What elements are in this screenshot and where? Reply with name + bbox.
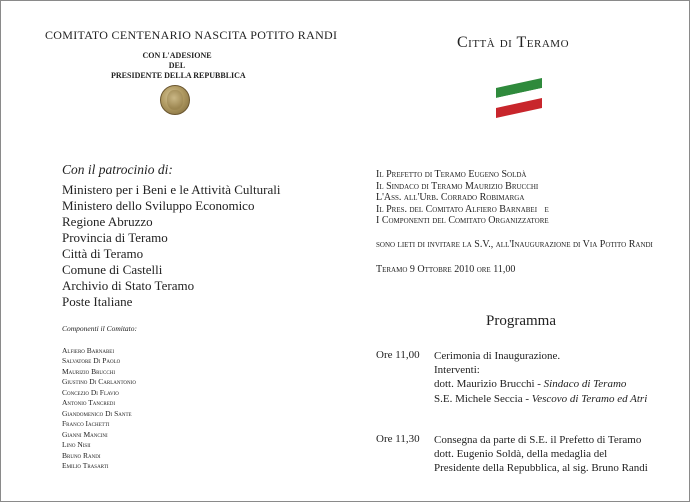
invitation-text: sono lieti di invitare la S.V., all'Inaugurazione di Via Potito Randi [376, 239, 653, 250]
invitante-line: Il Prefetto di Teramo Eugeno Soldà [376, 169, 527, 180]
programma-line [434, 377, 647, 391]
programma-line: Cerimonia di Inaugurazione. [434, 350, 561, 362]
italian-flag-icon [495, 76, 543, 120]
invitante-line: Il Sindaco di Teramo Maurizio Brucchi [376, 180, 539, 192]
componente-name: Giandomenico Di Sante [62, 408, 132, 418]
adesione-line: CON L'ADESIONE [142, 51, 212, 60]
invitanti-list [376, 169, 549, 227]
event-date: Teramo 9 Ottobre 2010 ore 11,00 [376, 264, 516, 275]
programma-time: Ore 11,00 [376, 349, 420, 361]
patrocinio-item: Ministero per i Beni e le Attività Culturali [62, 182, 281, 197]
componenti-heading: Componenti il Comitato: [62, 324, 137, 333]
patrocinio-item: Comune di Castelli [62, 262, 163, 277]
componente-name: Gianni Mancini [62, 429, 108, 439]
programma-time: Ore 11,30 [376, 433, 420, 445]
speaker-name: dott. Maurizio Brucchi - [434, 378, 544, 391]
programma-details [434, 349, 647, 406]
programma-line: dott. Eugenio Soldà, della medaglia del [434, 448, 608, 461]
adesione-line: PRESIDENTE DELLA REPUBBLICA [111, 71, 246, 80]
componente-name: Antonio Tancredi [62, 398, 116, 408]
componente-name: Bruno Randi [62, 450, 101, 460]
programma-line: Interventi: [434, 364, 480, 377]
patrocinio-item: Città di Teramo [62, 246, 144, 261]
citta-title: Città di Teramo [457, 34, 570, 51]
medal-profile [167, 90, 183, 110]
speaker-role: Vescovo di Teramo ed Atri [531, 392, 648, 405]
patrocinio-item: Provincia di Teramo [62, 230, 168, 245]
patrocinio-item: Poste Italiane [62, 294, 133, 309]
programma-line: Presidente della Repubblica, al sig. Bruno Randi [434, 462, 648, 475]
programma-line [434, 392, 647, 406]
componente-name: Emilio Trasarti [62, 460, 109, 470]
componenti-list [62, 346, 136, 471]
componente-name: Giustino Di Carlantonio [62, 377, 136, 387]
adesione-block [111, 51, 246, 81]
invitante-line: Il Pres. del Comitato Alfiero Barnabei e [376, 203, 549, 215]
componente-name: Maurizio Brucchi [62, 366, 115, 376]
presidential-medal-icon [160, 85, 190, 115]
programma-details [434, 433, 648, 476]
speaker-role: Sindaco di Teramo [543, 378, 627, 391]
componente-name: Concezio Di Flavio [62, 387, 119, 397]
patrocinio-list [62, 182, 280, 310]
invitante-line: L'Ass. all'Urb. Corrado Robimarga [376, 192, 525, 203]
programma-line: Consegna da parte di S.E. il Prefetto di Teramo [434, 434, 642, 446]
componente-name: Alfiero Barnabei [62, 346, 115, 355]
patrocinio-item: Ministero dello Sviluppo Economico [62, 198, 255, 213]
patrocinio-item: Regione Abruzzo [62, 214, 153, 229]
patrocinio-heading: Con il patrocinio di: [62, 162, 173, 177]
speaker-name: S.E. Michele Seccia - [434, 392, 532, 405]
patrocinio-item: Archivio di Stato Teramo [62, 278, 195, 293]
componente-name: Lino Nisii [62, 440, 91, 450]
comitato-title: COMITATO CENTENARIO NASCITA POTITO RANDI [45, 28, 338, 42]
adesione-line: DEL [168, 61, 186, 70]
invitante-line: I Componenti del Comitato Organizzatore [376, 215, 549, 226]
programma-heading: Programma [486, 313, 556, 329]
componente-name: Salvatore Di Paolo [62, 356, 121, 366]
componente-name: Franco Iachetti [62, 419, 110, 429]
